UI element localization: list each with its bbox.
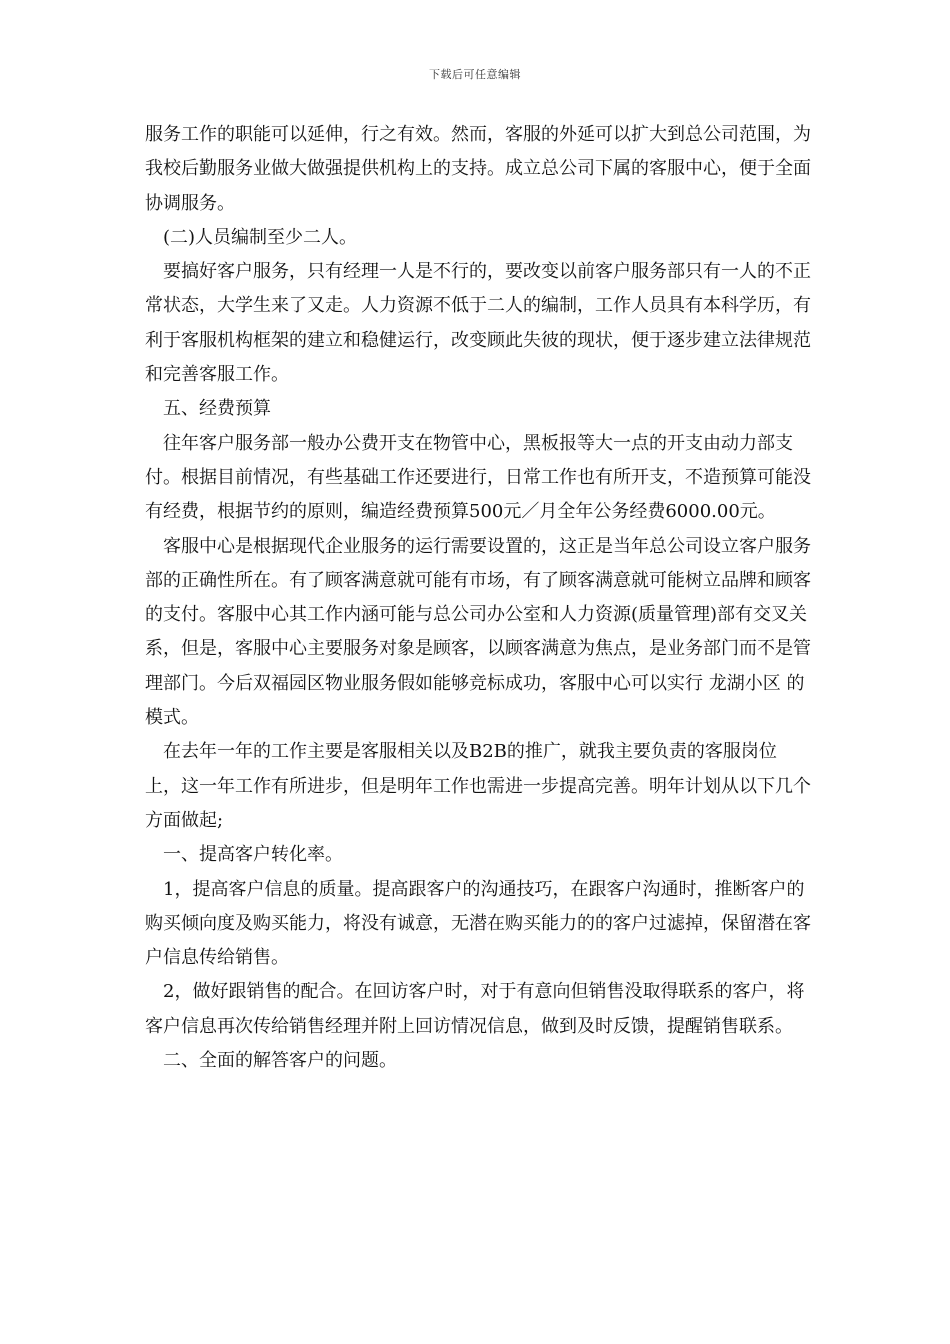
section-heading: 二、全面的解答客户的问题。 [163, 1050, 397, 1072]
paragraph: 2，做好跟销售的配合。在回访客户时，对于有意向但销售没取得联系的客户，将客户信息再次传给销售经理并附上回访情况信息，做到及时反馈，提醒销售联系。 [145, 981, 805, 1037]
paragraph: 客服中心是根据现代企业服务的运行需要设置的，这正是当年总公司设立客户服务部的正确性所在。有了顾客满意就可能有市场，有了顾客满意就可能树立品牌和顾客的支付。客服中心其工作内涵可能与总公司办公室和人力资源(质量管理)部有交叉关系，但是，客服中心主要服务对象是顾客，以顾客满意为焦点，是业务部门而不是管理部门。今后双福园区物业服务假如能够竞标成功，客服中心可以实行 龙湖小区 的模式。 [145, 535, 811, 729]
section-heading: 五、经费预算 [163, 398, 271, 420]
paragraph: 要搞好客户服务，只有经理一人是不行的，要改变以前客户服务部只有一人的不正常状态，大学生来了又走。人力资源不低于二人的编制，工作人员具有本科学历，有利于客服机构框架的建立和稳健运行，改变顾此失彼的现状，便于逐步建立法律规范和完善客服工作。 [145, 261, 811, 386]
paragraph: 1，提高客户信息的质量。提高跟客户的沟通技巧，在跟客户沟通时，推断客户的购买倾向度及购买能力，将没有诚意，无潜在购买能力的的客户过滤掉，保留潜在客户信息传给销售。 [145, 878, 811, 969]
paragraph: 往年客户服务部一般办公费开支在物管中心，黑板报等大一点的开支由动力部支付。根据目前情况，有些基础工作还要进行，日常工作也有所开支，不造预算可能没有经费，根据节约的原则，编造经费预算500元／月全年公务经费6000.00元。 [145, 432, 811, 523]
page-header: 下载后可任意编辑 [429, 68, 521, 81]
section-heading: 一、提高客户转化率。 [163, 844, 343, 866]
paragraph: 服务工作的职能可以延伸，行之有效。然而，客服的外延可以扩大到总公司范围，为我校后勤服务业做大做强提供机构上的支持。成立总公司下属的客服中心，便于全面协调服务。 [145, 124, 811, 214]
paragraph: (二)人员编制至少二人。 [163, 226, 358, 248]
document-body [145, 118, 811, 1078]
paragraph: 在去年一年的工作主要是客服相关以及B2B的推广，就我主要负责的客服岗位上，这一年工作有所进步，但是明年工作也需进一步提高完善。明年计划从以下几个方面做起; [145, 741, 811, 831]
